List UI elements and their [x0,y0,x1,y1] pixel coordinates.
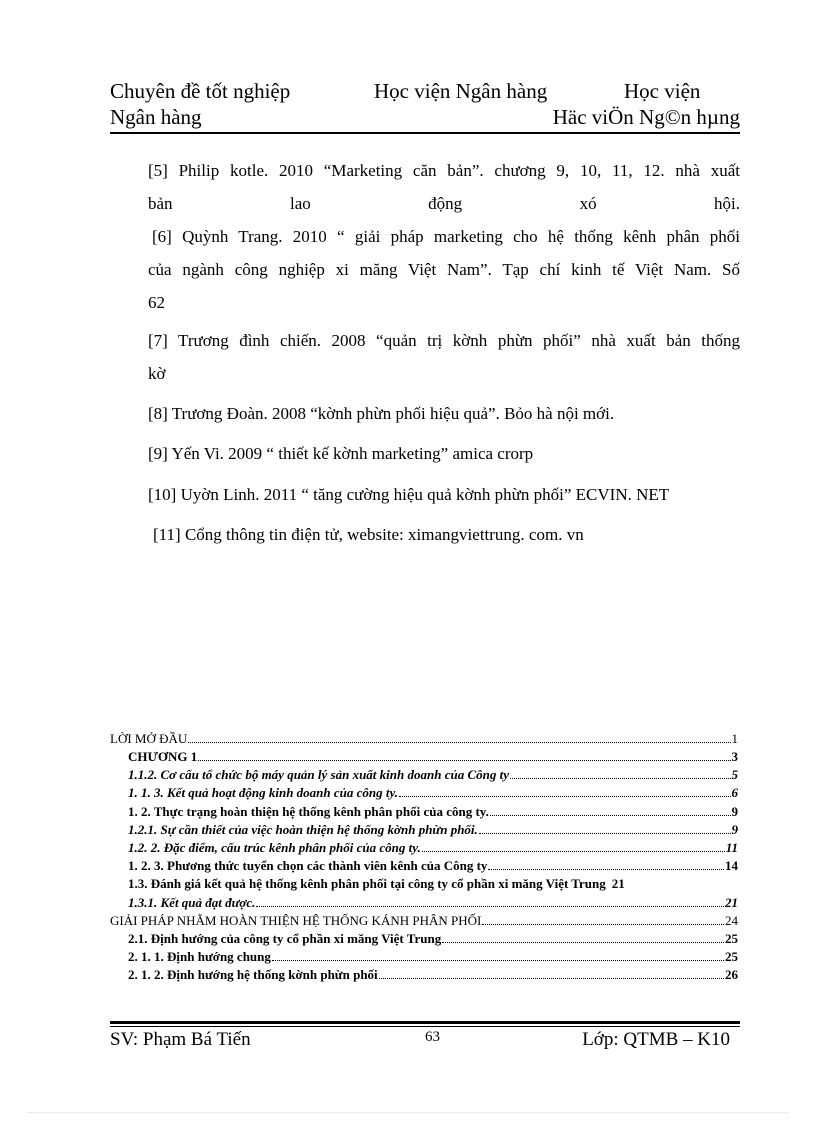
reference-9-line1: [9] Yến Vi. 2009 “ thiết kế kờnh marketing” amica crorp [148,444,534,463]
toc-entry[interactable] [128,822,738,838]
reference-5-line1: [5] Philip kotle. 2010 “Marketing căn bản”. chương 9, 10, 11, 12. nhà xuất [148,161,740,180]
toc-entry-title: 1.2.1. Sự cần thiết của việc hoàn thiện hệ thống kờnh phừn phối. [128,822,478,837]
toc-entry-page: 6 [731,785,738,800]
toc-leader [479,833,731,834]
toc-leader [422,851,725,852]
toc-leader [490,815,731,816]
reference-11-line1: [11] Cổng thông tin điện tử, website: ximangviettrung. com. vn [153,525,584,544]
toc-leader [442,942,724,943]
toc-entry[interactable] [110,731,738,747]
header-right-line2: Häc viÖn Ng©n hµng [552,105,740,129]
toc-entry-title: 1.2. 2. Đặc điểm, cấu trúc kênh phân phối của công ty. [128,840,421,855]
reference-9 [148,437,740,470]
toc-entry-title: 1.3. Đánh giá kết quả hệ thống kênh phân phối tại công ty cổ phần xi măng Việt Trung [128,876,606,891]
toc-entry-title: 1.3.1. Kết quả đạt được. [128,895,256,910]
toc-entry-page: 1 [731,731,738,746]
toc-entry-title: GIẢI PHÁP NHẰM HOÀN THIỆN HỆ THỐNG KÁNH PHÂN PHỐI [110,913,482,928]
toc-entry[interactable] [128,858,738,874]
toc-entry-title: 2.1. Định hướng của công ty cổ phần xi măng Việt Trung [128,931,442,946]
toc-leader [256,906,724,907]
toc-entry-title: 1. 2. Thực trạng hoàn thiện hệ thống kênh phân phối của công ty. [128,804,489,819]
toc-entry-page: 26 [725,967,738,982]
header-center-line1: Học viện Ngân hàng [374,79,548,103]
reference-11 [153,518,745,551]
toc-entry-title: 1.1.2. Cơ cấu tổ chức bộ máy quản lý sản xuất kinh doanh của Công ty [128,767,509,782]
toc-entry[interactable] [128,967,738,983]
toc-entry-page: 11 [725,840,738,855]
header-rule [110,132,740,134]
reference-6-line1: [6] Quỳnh Trang. 2010 “ giải pháp marketing cho hệ thống kênh phân phối [152,227,740,246]
toc-leader [272,960,724,961]
header-right-line1: Học viện [624,79,701,103]
toc-entry-page: 21 [725,895,738,910]
toc-leader [510,778,731,779]
toc-entry[interactable] [128,949,738,965]
reference-7 [148,324,740,390]
toc-entry-title: LỜI MỞ ĐẦU [110,731,188,746]
toc-entry[interactable] [128,767,738,783]
toc-entry[interactable] [110,913,738,929]
page-number: 63 [425,1029,440,1045]
toc-entry-page: 21 [611,876,625,891]
reference-8 [148,397,740,430]
toc-entry-page: 25 [725,931,738,946]
footer-class: Lớp: QTMB – K10 [582,1029,730,1050]
toc-entry-page: 9 [731,804,738,819]
reference-5 [148,154,740,220]
reference-10-line1: [10] Uyờn Linh. 2011 “ tăng cường hiệu quả kờnh phừn phối” ECVIN. NET [148,485,670,504]
toc-entry[interactable] [128,785,738,801]
toc-leader [379,978,724,979]
toc-leader [488,869,724,870]
toc-entry[interactable] [128,749,738,765]
toc-entry-page: 25 [725,949,738,964]
toc-leader [482,924,724,925]
toc-entry-title: CHƯƠNG 1 [128,749,198,764]
page-edge-border [28,1112,788,1113]
footer-rule-thick [110,1021,740,1024]
toc-entry[interactable] [128,931,738,947]
toc-entry[interactable] [128,840,738,856]
header-left-line1: Chuyên đề tốt nghiệp [110,79,291,103]
toc-entry[interactable] [128,804,738,820]
reference-7-line2: kờ [148,364,166,383]
toc-entry-page: 9 [731,822,738,837]
reference-6-line3: 62 [148,293,165,312]
footer-rule-thin [110,1026,740,1027]
toc-entry-title: 2. 1. 2. Định hướng hệ thống kờnh phừn phối [128,967,378,982]
reference-7-line1: [7] Trương đình chiến. 2008 “quản trị kờnh phừn phối” nhà xuất bản thống [148,331,740,350]
reference-10 [148,478,740,511]
toc-leader [198,760,730,761]
toc-leader [399,796,730,797]
toc-entry-title: 1. 1. 3. Kết quả hoạt động kinh doanh của công ty. [128,785,399,800]
toc-entry-title: 2. 1. 1. Định hướng chung [128,949,271,964]
toc-entry-page: 3 [731,749,738,764]
reference-6-line2: của ngành công nghiệp xi măng Việt Nam”. Tạp chí kinh tế Việt Nam. Số [148,260,740,279]
footer-student: SV: Phạm Bá Tiến [110,1029,251,1050]
toc-entry-page: 24 [725,913,738,928]
toc-entry-title: 1. 2. 3. Phương thức tuyển chọn các thành viên kênh của Công ty [128,858,488,873]
toc-leader [188,742,730,743]
reference-8-line1: [8] Trương Đoàn. 2008 “kờnh phừn phối hiệu quả”. Bỏo hà nội mới. [148,404,615,423]
toc-entry-page: 14 [725,858,738,873]
toc-entry-page: 5 [731,767,738,782]
reference-6 [148,220,740,319]
toc-entry[interactable] [128,895,738,911]
toc-entry[interactable] [128,876,754,892]
header-left-line2: Ngân hàng [110,105,202,129]
reference-5-line2: bản lao động xó hội. [148,194,740,213]
